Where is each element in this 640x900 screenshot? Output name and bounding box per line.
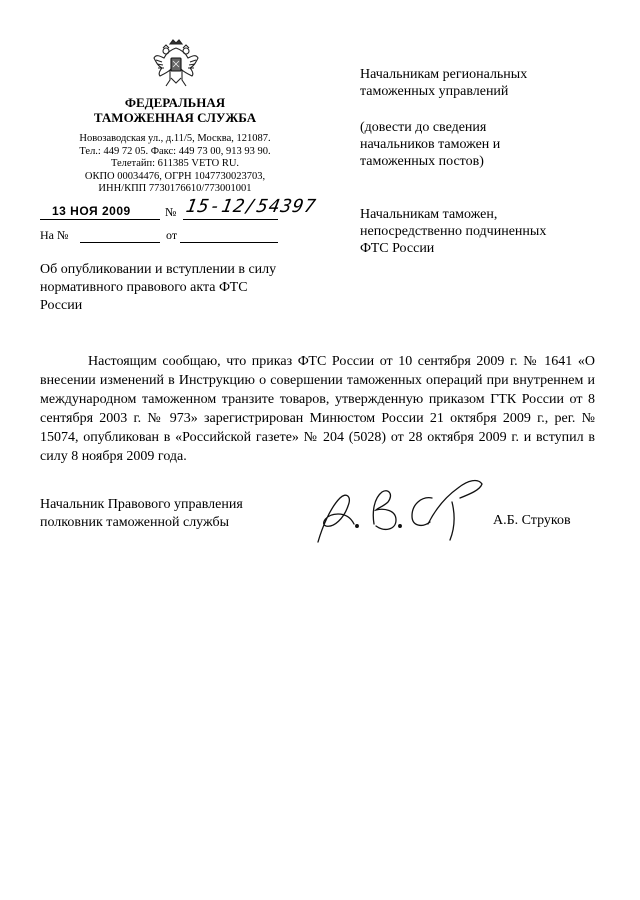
signatory-position [40,496,300,532]
organization-title-line1: ФЕДЕРАЛЬНАЯ [124,95,226,110]
document-subject: Об опубликовании и вступлении в силу нормативного правового акта ФТС России [40,262,277,313]
organization-title [40,95,310,125]
reference-date-label: от [166,228,178,242]
addressee-note-line3: таможенных постов) [360,154,484,169]
addressee-regional-line1: Начальникам региональных [360,67,528,82]
signatory-position-line2: полковник таможенной службы [40,515,230,530]
signatory-name: А.Б. Струков [493,513,571,528]
addressee-note-line2: начальников таможен и [360,137,501,152]
inn-line: ИНН/КПП 7730176610/773001001 [98,183,252,194]
signatory-position-line1: Начальник Правового управления [40,497,243,512]
addressee-note-line1: (довести до сведения [360,120,487,135]
coat-of-arms-emblem-icon [152,38,200,90]
teletype-line: Телетайп: 611385 VETO RU. [110,158,240,169]
reference-number-label: На № [40,228,69,242]
addressee-customs-line2: непосредственно подчиненных [360,224,547,239]
number-underline [183,219,278,220]
letter-body: Настоящим сообщаю, что приказ ФТС России от 10 сентября 2009 г. № 1641 «О внесении изменений в Инструкцию о совершении таможенных операций при внутреннем и международном таможенном транзите товаров, утвержденную приказом ГТК России от 8 сентября 2003 г. № 973» зарегистрирован Минюстом России 21 октября 2009 г., рег. № 15074, опубликован в «Российской газете» № 204 (5028) от 28 октября 2009 г. и вступил в силу 8 ноября 2009 года. [40,354,595,464]
reference-number-underline [80,242,160,243]
addressee-customs-line3: ФТС России [360,241,435,256]
addressee-note [360,119,610,170]
organization-title-line2: ТАМОЖЕННАЯ СЛУЖБА [93,110,257,125]
organization-contacts [40,133,310,196]
registration-number: 15-12/54397 [184,196,319,217]
handwritten-signature [312,468,492,548]
addressee-regional [360,66,610,100]
okpo-line: ОКПО 00034476, ОГРН 1047730023703, [84,170,266,182]
phone-line: Тел.: 449 72 05. Факс: 449 73 00, 913 93 90. [79,145,271,157]
reference-date-underline [180,242,278,243]
date-underline [40,219,160,220]
document-date-stamp: 13 НОЯ 2009 [52,204,131,218]
address-line: Новозаводская ул., д.11/5, Москва, 121087. [79,133,271,144]
number-label: № [165,205,177,219]
addressee-customs-line1: Начальникам таможен, [360,207,498,222]
addressee-regional-line2: таможенных управлений [360,84,509,99]
addressee-customs [360,206,610,257]
